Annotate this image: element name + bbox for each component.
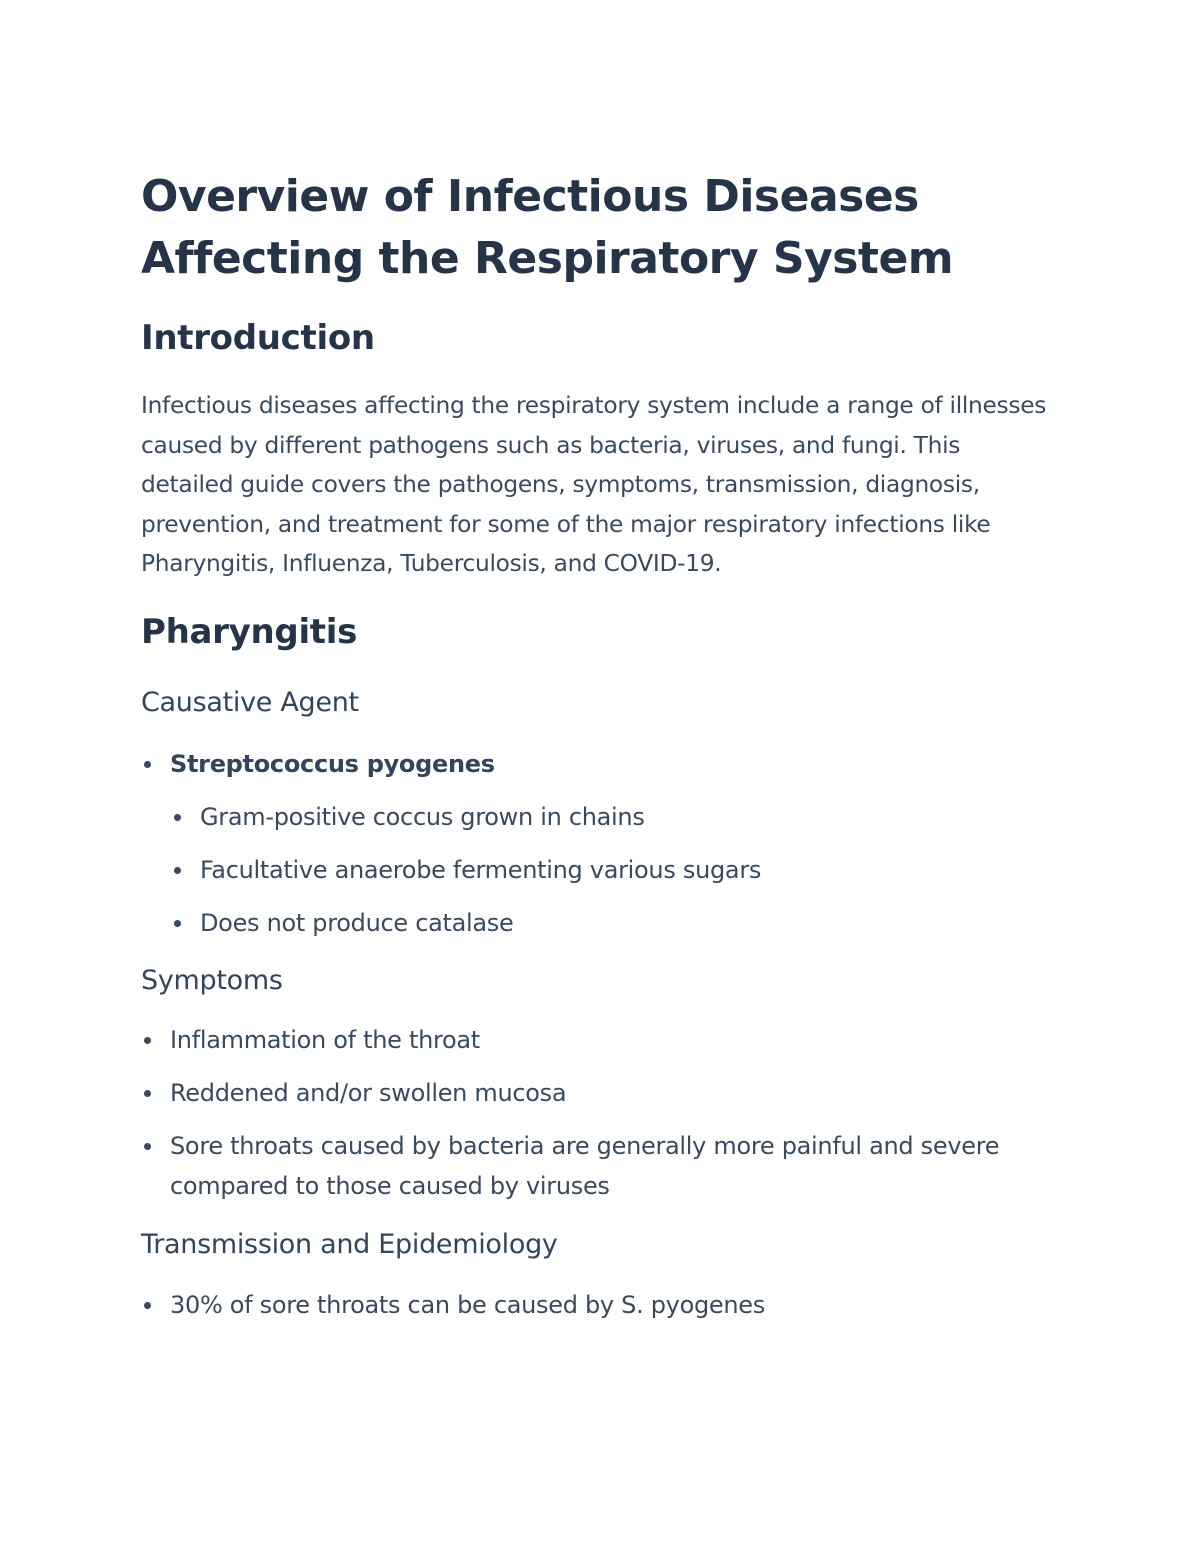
list-item xyxy=(141,1126,1051,1206)
causative-agent-list xyxy=(141,744,1051,943)
trait-text: Facultative anaerobe fermenting various sugars xyxy=(200,856,762,884)
trait-text: Does not produce catalase xyxy=(200,909,514,937)
transmission-heading: Transmission and Epidemiology xyxy=(141,1229,558,1260)
bullet-icon xyxy=(144,1302,151,1309)
transmission-list xyxy=(141,1285,1051,1325)
bullet-icon xyxy=(144,1037,151,1044)
trait-text: Gram-positive coccus grown in chains xyxy=(200,803,645,831)
causative-agent-heading: Causative Agent xyxy=(141,687,359,718)
pharyngitis-heading: Pharyngitis xyxy=(141,612,358,652)
organism-name: Streptococcus pyogenes xyxy=(170,750,495,778)
symptom-text: Inflammation of the throat xyxy=(170,1026,480,1054)
symptoms-list xyxy=(141,1020,1051,1206)
list-item xyxy=(171,903,1051,943)
bullet-icon xyxy=(144,761,151,768)
list-item xyxy=(171,850,1051,890)
symptoms-heading: Symptoms xyxy=(141,965,283,996)
bullet-icon xyxy=(174,867,181,874)
transmission-text: 30% of sore throats can be caused by S. pyogenes xyxy=(170,1291,765,1319)
symptom-text: Reddened and/or swollen mucosa xyxy=(170,1079,567,1107)
bullet-icon xyxy=(174,814,181,821)
introduction-heading: Introduction xyxy=(141,318,375,358)
bullet-icon xyxy=(144,1143,151,1150)
list-item xyxy=(171,797,1051,837)
symptom-text: Sore throats caused by bacteria are generally more painful and severe compared to those caused by viruses xyxy=(170,1132,1000,1200)
bullet-icon xyxy=(174,920,181,927)
list-item xyxy=(141,744,1051,784)
list-item xyxy=(141,1285,1051,1325)
introduction-paragraph: Infectious diseases affecting the respiratory system include a range of illnesses caused by different pathogens such as bacteria, viruses, and fungi. This detailed guide covers the pathogens, symptoms, transmission, diagnosis, prevention, and treatment for some of the major respiratory infections like Pharyngitis, Influenza, Tuberculosis, and COVID-19. xyxy=(141,392,1047,577)
list-item xyxy=(141,1073,1051,1113)
document-title: Overview of Infectious Diseases Affecting the Respiratory System xyxy=(141,171,954,284)
bullet-icon xyxy=(144,1090,151,1097)
list-item xyxy=(141,1020,1051,1060)
